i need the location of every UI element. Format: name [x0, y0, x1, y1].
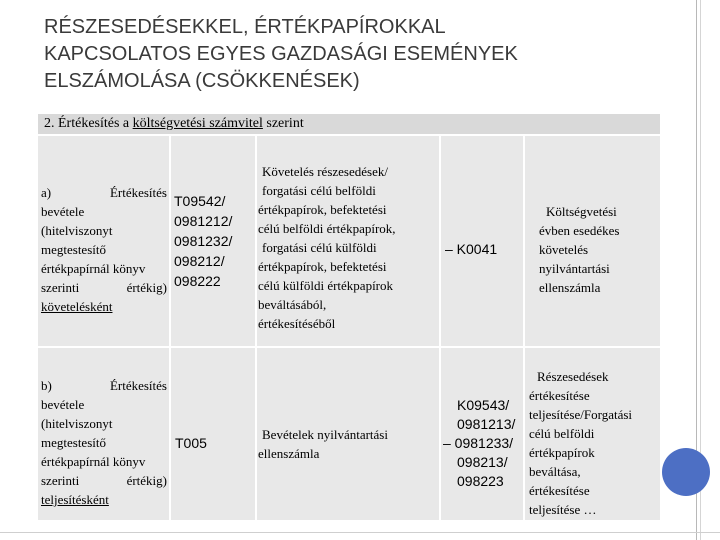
frame-line — [0, 532, 720, 533]
credit-desc-line: célú belföldi — [529, 426, 595, 441]
credit-desc-cell — [525, 136, 660, 346]
event-line: értékpapírnál könyv — [41, 454, 146, 469]
debit-desc-cell — [257, 348, 439, 520]
credit-code: K09543/ — [457, 397, 510, 413]
event-line: szerinti — [41, 473, 80, 488]
event-line: megtestesítő — [41, 435, 106, 450]
title-line: RÉSZESEDÉSEKKEL, ÉRTÉKPAPÍROKKAL — [44, 16, 446, 38]
section-suffix: szerint — [262, 116, 304, 131]
debit-code: 098222 — [174, 273, 221, 289]
debit-code: 0981232/ — [174, 233, 233, 249]
event-line: értékig) — [126, 280, 167, 295]
event-line: teljesítésként — [41, 492, 109, 507]
event-line: (hitelviszonyt — [41, 416, 113, 431]
credit-desc-line: teljesítése/Forgatási — [529, 407, 633, 422]
debit-code: T09542/ — [174, 193, 226, 209]
event-line: követelésként — [41, 299, 113, 314]
event-label: b) — [41, 378, 52, 393]
event-line: bevétele — [41, 204, 85, 219]
credit-code: – 0981233/ — [443, 435, 514, 451]
credit-desc-line: beváltása, — [529, 464, 581, 479]
credit-code: 098223 — [457, 473, 504, 489]
event-line: bevétele — [41, 397, 85, 412]
credit-desc-cell — [525, 348, 660, 520]
credit-code-cell — [441, 348, 523, 520]
debit-desc-line: Követelés részesedések/ — [262, 164, 388, 179]
debit-desc-line: beváltásából, — [258, 297, 327, 312]
event-label: a) — [41, 185, 52, 200]
credit-desc-line: nyilvántartási — [539, 261, 610, 276]
event-cell — [38, 348, 169, 520]
event-label: Értékesítés — [109, 185, 167, 200]
debit-code: 0981212/ — [174, 213, 233, 229]
section-header — [38, 114, 660, 134]
debit-desc-line: célú belföldi értékpapírok, — [258, 221, 396, 236]
debit-desc-line: értékpapírok, befektetési — [258, 202, 387, 217]
debit-code: T005 — [175, 435, 207, 451]
credit-desc-line: Költségvetési — [546, 204, 617, 219]
credit-desc-line: ellenszámla — [539, 280, 601, 295]
debit-desc-line: Bevételek nyilvántartási — [262, 427, 388, 442]
title-line: KAPCSOLATOS EGYES GAZDASÁGI ESEMÉNYEK — [44, 43, 518, 65]
credit-desc-line: értékesítése — [529, 483, 590, 498]
section-underlined: költségvetési számvitel — [132, 116, 263, 131]
credit-desc-line: teljesítése … — [529, 502, 597, 517]
page-title — [44, 14, 644, 95]
credit-desc-line: értékpapírok — [529, 445, 595, 460]
debit-desc-cell — [257, 136, 439, 346]
credit-code: 0981213/ — [457, 416, 516, 432]
event-line: értékpapírnál könyv — [41, 261, 146, 276]
event-label: Értékesítés — [109, 378, 167, 393]
credit-code: 098213/ — [457, 454, 508, 470]
debit-code: 098212/ — [174, 253, 225, 269]
credit-desc-line: évben esedékes — [539, 223, 620, 238]
debit-desc-line: ellenszámla — [258, 446, 320, 461]
decorative-circle — [662, 448, 710, 496]
title-line: ELSZÁMOLÁSA (CSÖKKENÉSEK) — [44, 70, 360, 92]
debit-code-cell — [171, 136, 255, 346]
event-line: megtestesítő — [41, 242, 106, 257]
credit-desc-line: követelés — [539, 242, 589, 257]
debit-desc-line: forgatási célú külföldi — [262, 240, 377, 255]
event-cell — [38, 136, 169, 346]
credit-desc-line: Részesedések — [537, 369, 609, 384]
event-line: értékig) — [126, 473, 167, 488]
debit-code-cell — [171, 348, 255, 520]
event-line: (hitelviszonyt — [41, 223, 113, 238]
debit-desc-line: forgatási célú belföldi — [262, 183, 376, 198]
debit-desc-line: célú külföldi értékpapírok — [258, 278, 394, 293]
debit-desc-line: értékpapírok, befektetési — [258, 259, 387, 274]
event-line: szerinti — [41, 280, 80, 295]
credit-desc-line: értékesítése — [529, 388, 590, 403]
credit-code: – K0041 — [445, 241, 498, 257]
debit-desc-line: értékesítéséből — [258, 316, 336, 331]
section-prefix: 2. Értékesítés a — [44, 116, 133, 131]
credit-code-cell — [441, 136, 523, 346]
